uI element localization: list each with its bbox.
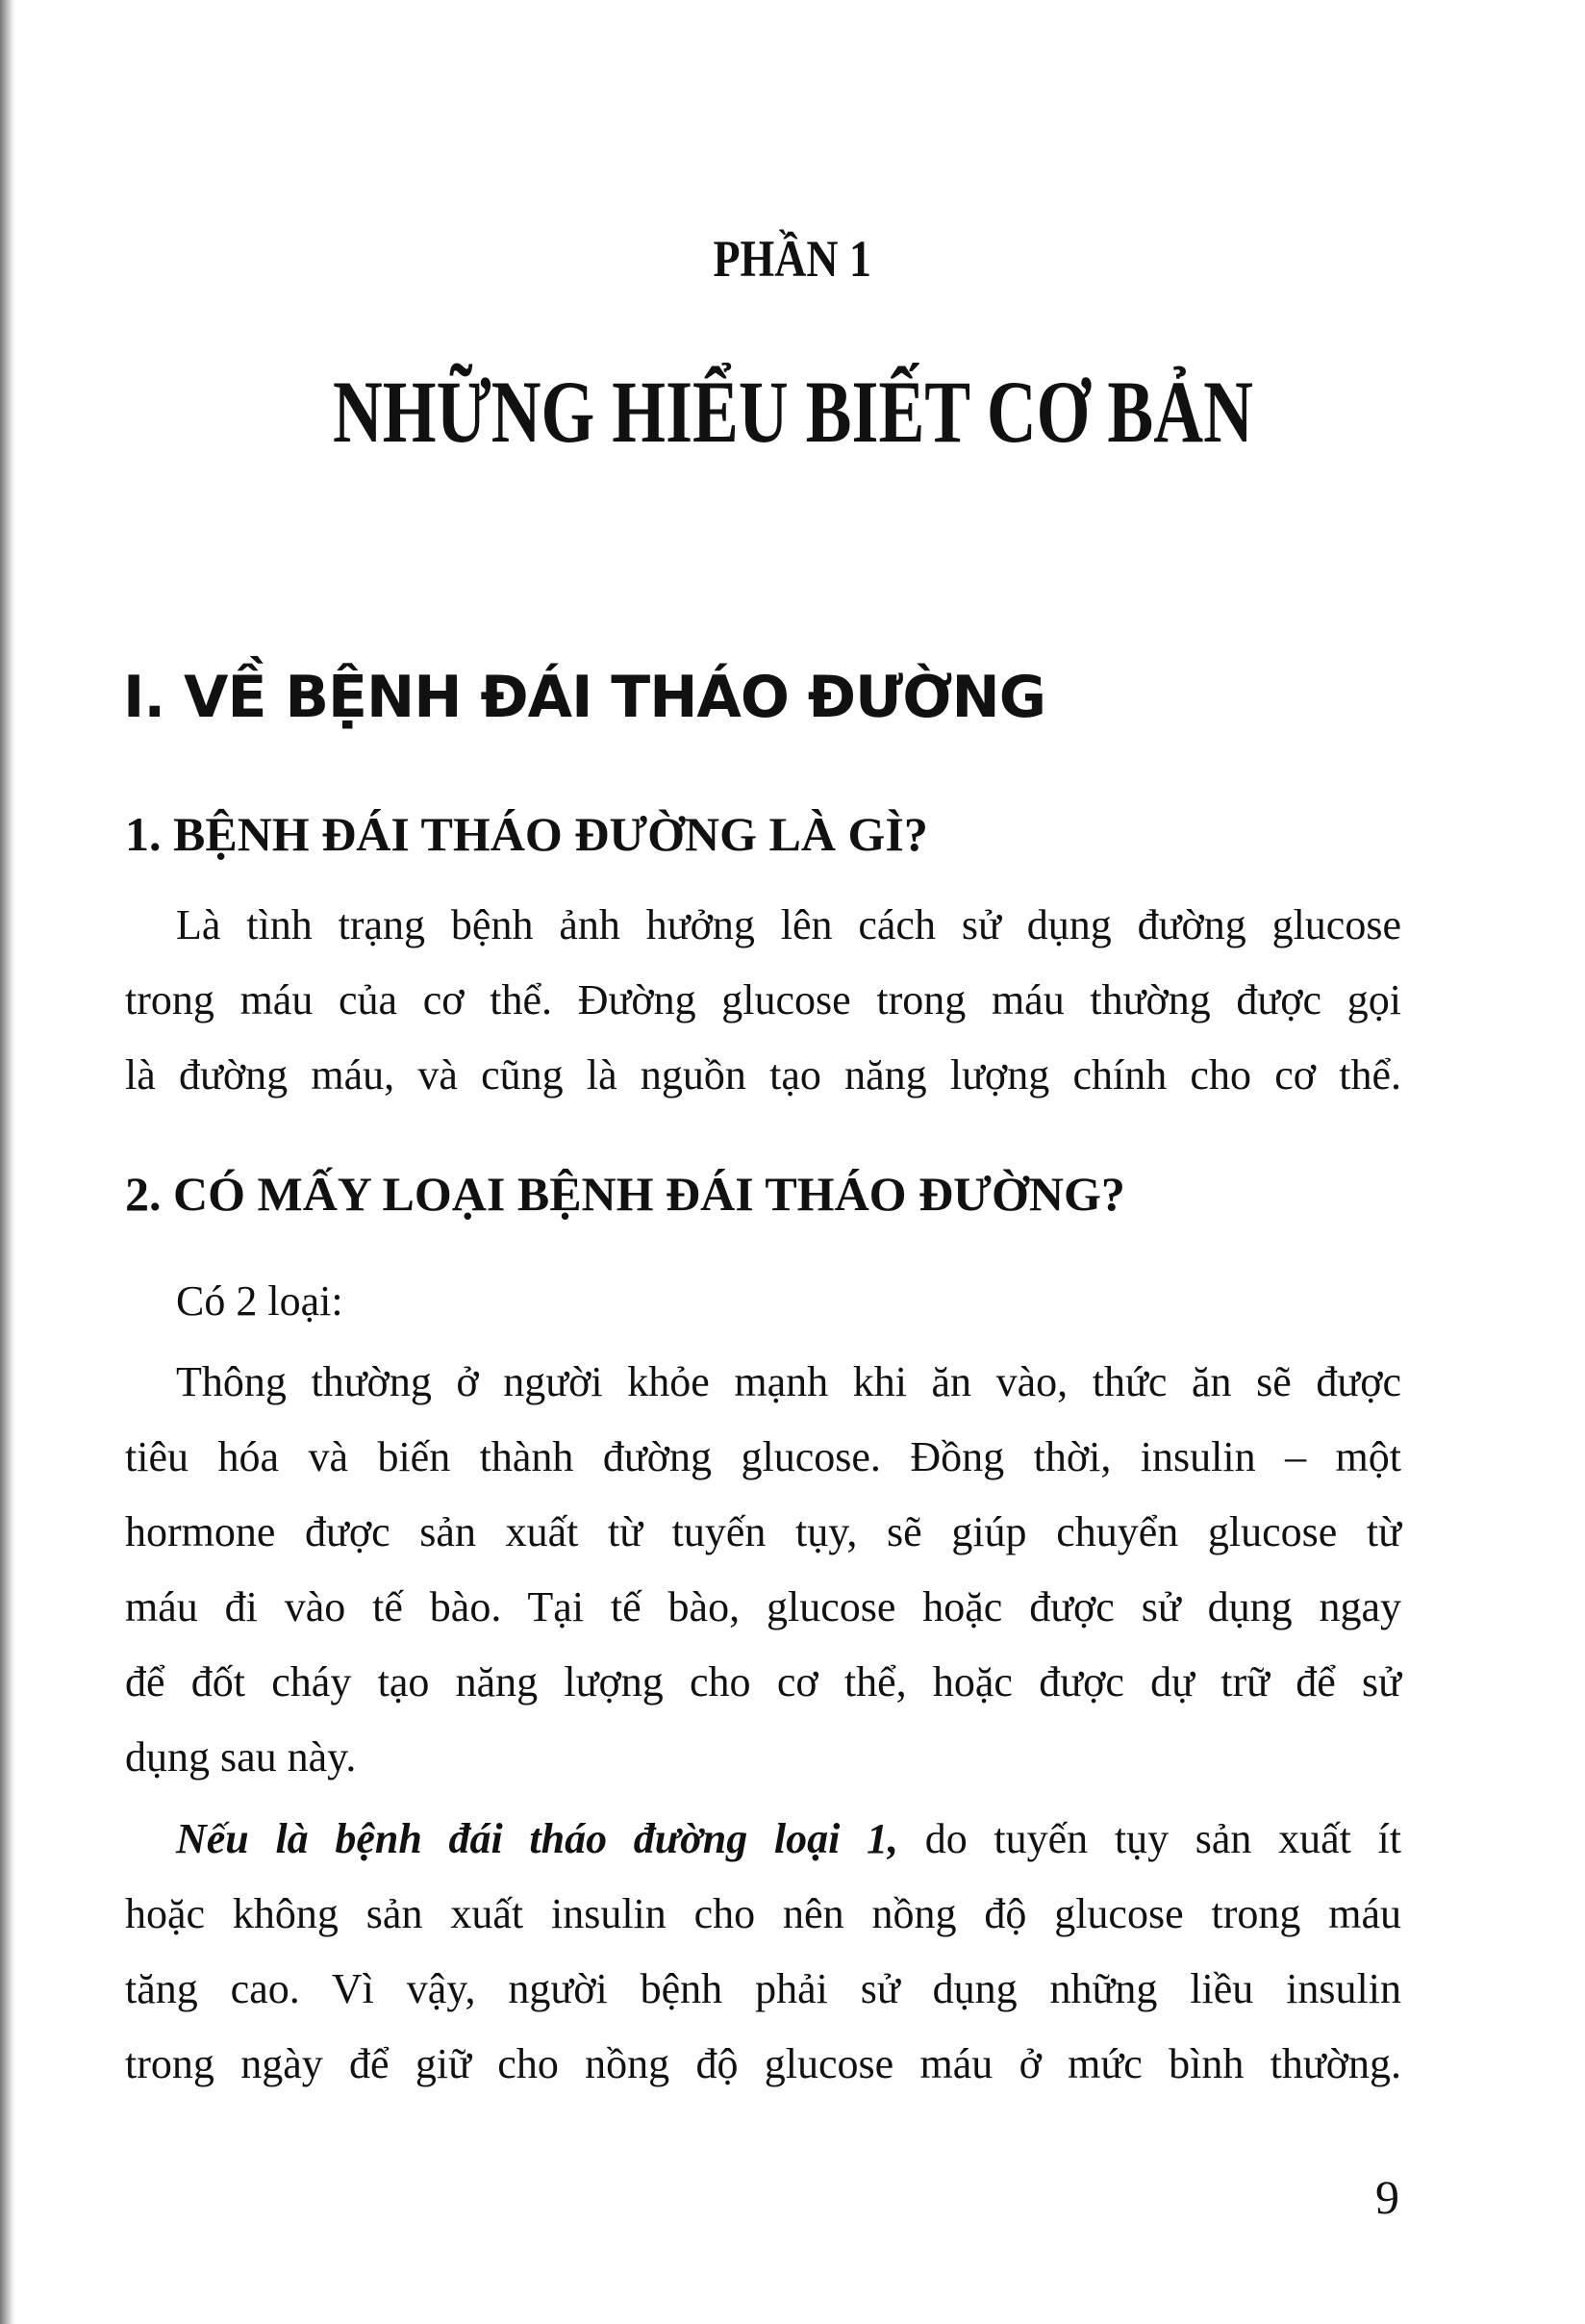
body-line: tiêu hóa và biến thành đường glucose. Đồng thời, insulin – một xyxy=(125,1433,1401,1480)
part-title xyxy=(0,361,1585,463)
body-line: trong máu của cơ thể. Đường glucose trong máu thường được gọi xyxy=(125,976,1401,1023)
emphasis-text: Nếu là bệnh đái tháo đường loại 1, xyxy=(176,1815,899,1862)
body-line: hormone được sản xuất từ tuyến tụy, sẽ giúp chuyển glucose từ xyxy=(125,1508,1401,1555)
body-line: Là tình trạng bệnh ảnh hưởng lên cách sử dụng đường glucose xyxy=(176,901,1401,948)
body-line: trong ngày để giữ cho nồng độ glucose máu ở mức bình thường. xyxy=(125,2040,1401,2087)
question-1-heading: 1. BỆNH ĐÁI THÁO ĐƯỜNG LÀ GÌ? xyxy=(125,807,928,861)
page-number: 9 xyxy=(1375,2170,1399,2224)
section-heading: I. VỀ BỆNH ĐÁI THÁO ĐƯỜNG xyxy=(123,664,1046,731)
body-line: để đốt cháy tạo năng lượng cho cơ thể, hoặc được dự trữ để sử xyxy=(125,1658,1401,1705)
body-line: tăng cao. Vì vậy, người bệnh phải sử dụng những liều insulin xyxy=(125,1965,1401,2012)
body-line xyxy=(176,1812,1401,1866)
part-label-text: PHẦN 1 xyxy=(713,230,872,288)
part-label xyxy=(0,229,1585,289)
body-line: hoặc không sản xuất insulin cho nên nồng độ glucose trong máu xyxy=(125,1890,1401,1937)
part-title-text: NHỮNG HIỂU BIẾT CƠ BẢN xyxy=(332,363,1253,461)
body-text: do tuyến tụy sản xuất ít xyxy=(898,1815,1401,1862)
body-line: máu đi vào tế bào. Tại tế bào, glucose hoặc được sử dụng ngay xyxy=(125,1583,1401,1630)
body-line: dụng sau này. xyxy=(125,1733,357,1781)
page-binding-shadow xyxy=(0,0,15,2324)
body-line: là đường máu, và cũng là nguồn tạo năng lượng chính cho cơ thể. xyxy=(125,1051,1401,1099)
question-2-heading: 2. CÓ MẤY LOẠI BỆNH ĐÁI THÁO ĐƯỜNG? xyxy=(125,1167,1125,1221)
body-line: Thông thường ở người khỏe mạnh khi ăn vào, thức ăn sẽ được xyxy=(176,1358,1401,1405)
body-line: Có 2 loại: xyxy=(176,1277,343,1325)
